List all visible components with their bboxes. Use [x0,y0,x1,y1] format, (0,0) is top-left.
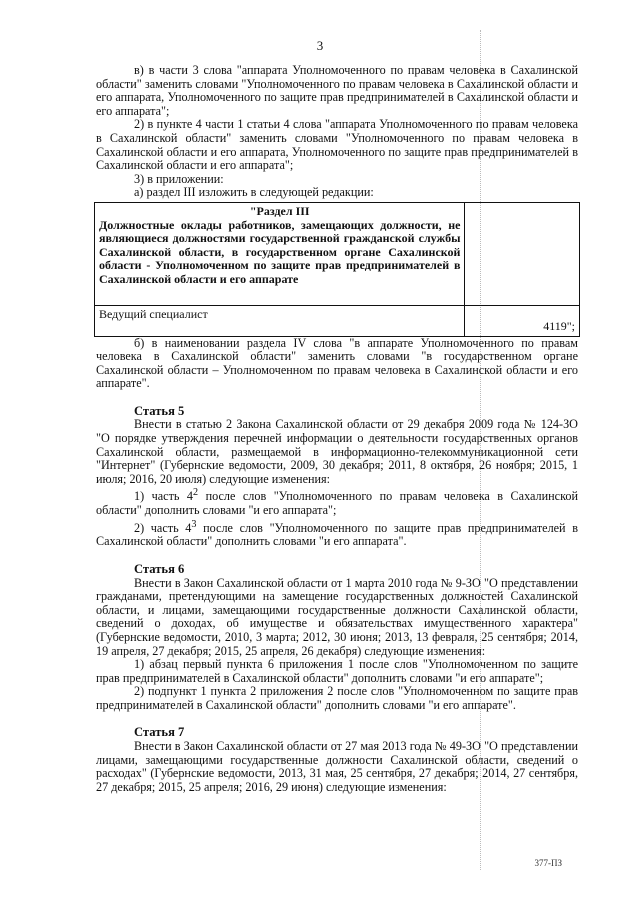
article-7-intro: Внести в Закон Сахалинской области от 27 мая 2013 года № 49-ЗО "О представлении лицами, замещающими государственные должности Сахалинской области, сведений о расходах" (Губернские ведомости, 2013, 31 мая, 25 сентября, 27 декабря; 2014, 27 сентября, 27 декабря; 2015, 25 апреля; 2016, 29 июня) следующие изменения: [96,739,578,794]
article-6-title: Статья 6 [134,561,185,576]
table-row-header [95,202,580,305]
article-5-intro: Внести в статью 2 Закона Сахалинской области от 29 декабря 2009 года № 124-ЗО "О порядке утверждения перечней информации о деятельности государственных органов Сахалинской области, размещаемой в информационно-телекоммуникационной сети "Интернет" (Губернские ведомости, 2009, 30 декабря; 2011, 8 октября, 26 ноября; 2015, 1 июля; 2016, 20 июля) следующие изменения: [96,417,578,486]
page-number: 3 [316,38,324,53]
paragraph-b: б) в наименовании раздела IV слова "в аппарате Уполномоченного по правам человека в Сахалинской области" заменить словами "в государственном органе Сахалинской области – Уполномоченном по правам человека в Сахалинской области и его аппарате". [96,335,578,391]
article-5-title: Статья 5 [134,403,185,418]
section-description: Должностные оклады работников, замещающих должности, не являющиеся должностями государственной гражданской службы Сахалинской области, в государственном органе Сахалинской области - Уполномоченном по защите прав предпринимателей в Сахалинской области и его аппарате [99,217,461,286]
article-6-item-1: 1) абзац первый пункта 6 приложения 1 после слов "Уполномоченном по защите прав предпринимателей в Сахалинской области" дополнить словами "и его аппарате"; [96,657,578,685]
document-body [96,64,578,794]
salary-table [94,202,580,337]
article-6-intro: Внести в Закон Сахалинской области от 1 марта 2010 года № 9-ЗО "О представлении гражданами, претендующими на замещение государственных должностей Сахалинской области, и лицами, замещающими государственные должности Сахалинской области, сведений о доходах, об имуществе и обязательствах имущественного характера" (Губернские ведомости, 2010, 3 марта; 2012, 30 июня; 2013, 13 февраля, 25 сентября; 2014, 19 апреля, 27 декабря; 2015, 25 апреля, 26 декабря) следующие изменения: [96,575,578,658]
article-6-item-2: 2) подпункт 1 пункта 2 приложения 2 после слов "Уполномоченном по защите прав предпринимателей в Сахалинской области" дополнить словами "и его аппарате". [96,684,578,712]
paragraph-3: 3) в приложении: [134,171,224,186]
salary-cell [465,305,580,336]
section-cell [95,202,465,305]
empty-cell [465,202,580,305]
salary-value: 4119"; [543,318,575,333]
position-cell: Ведущий специалист [95,305,465,336]
article-5-item-1: 1) часть $4^2$ после слов "Уполномоченного по правам человека в Сахалинской области" дополнить словами "и его аппарата"; [96,487,578,518]
document-code: 377-ПЗ [534,858,562,868]
section-title: "Раздел III [249,203,310,218]
table-row [95,305,580,336]
article-7-title: Статья 7 [134,725,185,740]
article-5-item-2: 2) часть $4^3$ после слов "Уполномоченного по защите прав предпринимателей в Сахалинской области" дополнить словами "и его аппарата". [96,518,578,549]
paragraph-a: а) раздел III изложить в следующей редакции: [134,185,374,200]
paragraph-v: в) в части 3 слова "аппарата Уполномоченного по правам человека в Сахалинской области" заменить словами "Уполномоченного по правам человека в Сахалинской области и его аппарата, Уполномоченного по защите прав предпринимателей в Сахалинской области и его аппарата"; [96,63,578,118]
paragraph-2: 2) в пункте 4 части 1 статьи 4 слова "аппарата Уполномоченного по правам человека в Сахалинской области" заменить словами "Уполномоченного по правам человека в Сахалинской области и его аппарата, Уполномоченного по защите прав предпринимателей в Сахалинской области и его аппарата"; [96,117,578,173]
